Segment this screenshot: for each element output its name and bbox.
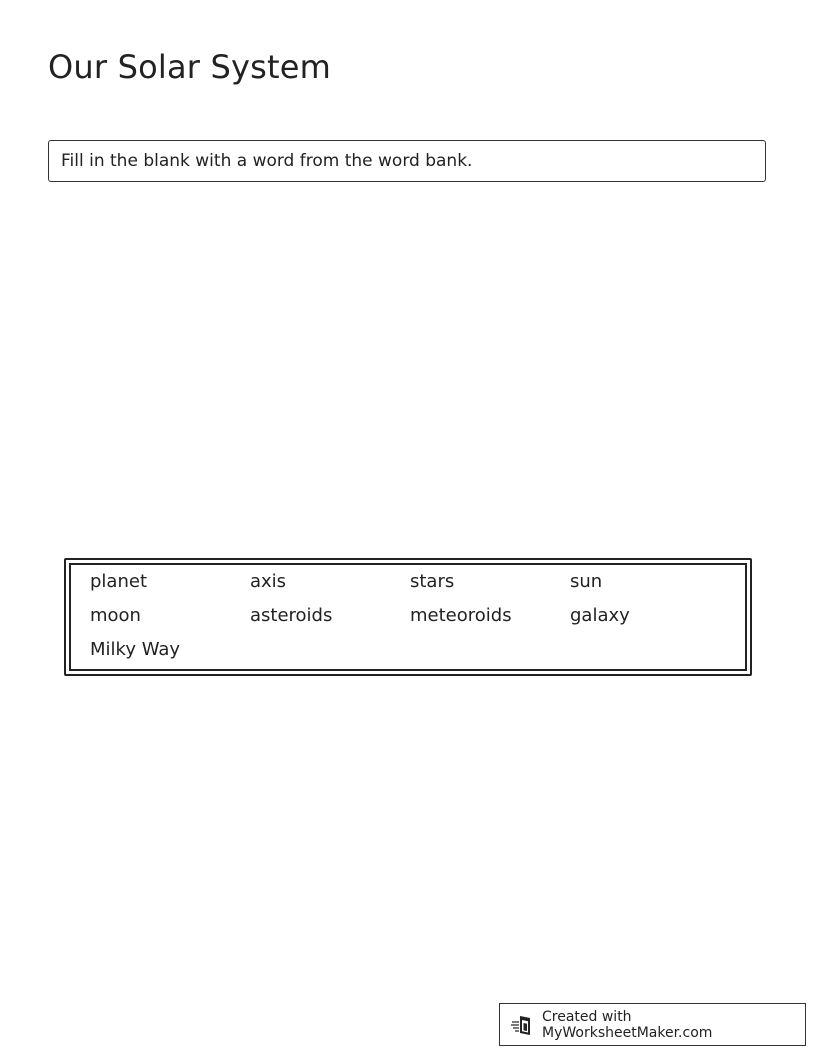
word-bank-item: planet (90, 571, 147, 592)
word-bank-item: moon (90, 605, 141, 626)
word-bank-item: asteroids (250, 605, 333, 626)
word-bank-item: axis (250, 571, 287, 592)
footer-credit-badge[interactable] (499, 1003, 806, 1046)
word-bank-item: meteoroids (410, 605, 512, 626)
footer-credit-text: Created with MyWorksheetMaker.com (542, 1008, 713, 1041)
page-title: Our Solar System (48, 48, 332, 86)
word-bank (64, 558, 752, 676)
word-bank-item: galaxy (570, 605, 630, 626)
word-bank-item: Milky Way (90, 639, 181, 660)
instructions-box (48, 140, 766, 182)
word-bank-item: stars (410, 571, 455, 592)
word-bank-item: sun (570, 571, 603, 592)
worksheet-maker-logo-icon (510, 1012, 536, 1038)
instructions-text: Fill in the blank with a word from the word bank. (61, 151, 473, 171)
word-bank-grid (90, 570, 730, 672)
